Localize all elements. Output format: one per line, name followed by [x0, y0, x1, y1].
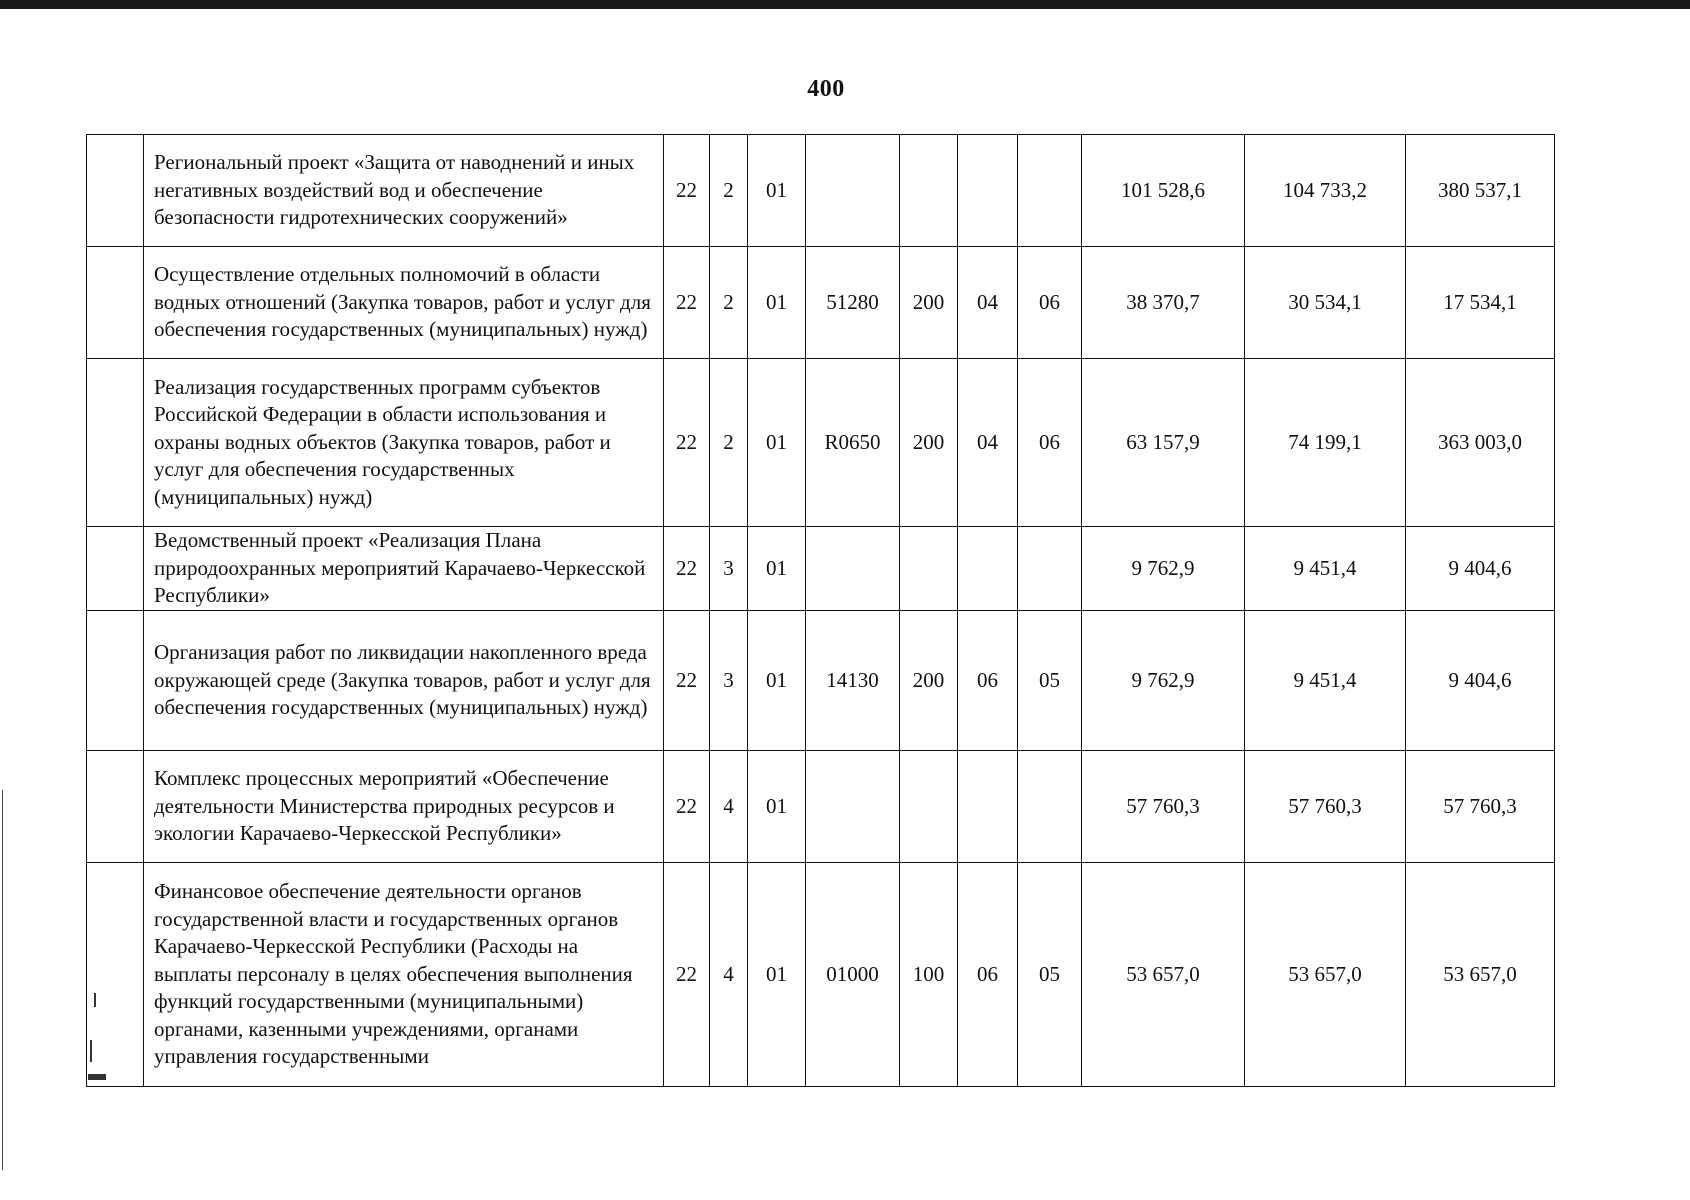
section-cell: 06: [958, 863, 1018, 1087]
code-cell-3: 01: [748, 751, 806, 863]
target-article-cell: R0650: [806, 359, 900, 527]
section-cell: 04: [958, 247, 1018, 359]
item-name-cell: Финансовое обеспечение деятельности органов государственной власти и государственных органов Карачаево-Черкесской Республики (Расходы на выплаты персоналу в целях обеспечения выполнения функций государственными (муниципальными) органами, казенными учреждениями, органами управления государственными: [144, 863, 664, 1087]
amount-cell-1: 9 762,9: [1082, 611, 1245, 751]
table-row: [87, 359, 1555, 527]
item-name-cell: Региональный проект «Защита от наводнений и иных негативных воздействий вод и обеспечение безопасности гидротехнических сооружений»: [144, 135, 664, 247]
amount-cell-3: 57 760,3: [1406, 751, 1555, 863]
table-row: [87, 611, 1555, 751]
code-cell-1: 22: [664, 863, 710, 1087]
code-cell-1: 22: [664, 527, 710, 611]
target-article-cell: 51280: [806, 247, 900, 359]
code-cell-2: 2: [710, 359, 748, 527]
amount-cell-2: 53 657,0: [1245, 863, 1406, 1087]
amount-cell-3: 53 657,0: [1406, 863, 1555, 1087]
amount-cell-3: 363 003,0: [1406, 359, 1555, 527]
code-cell-1: 22: [664, 359, 710, 527]
amount-cell-2: 9 451,4: [1245, 611, 1406, 751]
amount-cell-1: 57 760,3: [1082, 751, 1245, 863]
row-number-cell: [87, 863, 144, 1087]
amount-cell-2: 30 534,1: [1245, 247, 1406, 359]
amount-cell-2: 74 199,1: [1245, 359, 1406, 527]
table-row: [87, 863, 1555, 1087]
table-row: [87, 247, 1555, 359]
code-cell-1: 22: [664, 611, 710, 751]
subsection-cell: 06: [1018, 247, 1082, 359]
section-cell: 06: [958, 611, 1018, 751]
code-cell-3: 01: [748, 359, 806, 527]
row-number-cell: [87, 359, 144, 527]
amount-cell-1: 63 157,9: [1082, 359, 1245, 527]
expense-type-cell: 200: [900, 247, 958, 359]
amount-cell-2: 9 451,4: [1245, 527, 1406, 611]
code-cell-1: 22: [664, 247, 710, 359]
scan-speck: [94, 993, 96, 1007]
code-cell-2: 4: [710, 863, 748, 1087]
code-cell-3: 01: [748, 247, 806, 359]
code-cell-2: 2: [710, 247, 748, 359]
page-number: 400: [807, 76, 845, 102]
row-number-cell: [87, 527, 144, 611]
amount-cell-1: 101 528,6: [1082, 135, 1245, 247]
target-article-cell: 01000: [806, 863, 900, 1087]
amount-cell-1: 9 762,9: [1082, 527, 1245, 611]
code-cell-3: 01: [748, 527, 806, 611]
code-cell-1: 22: [664, 751, 710, 863]
section-cell: [958, 135, 1018, 247]
code-cell-2: 2: [710, 135, 748, 247]
amount-cell-3: 9 404,6: [1406, 527, 1555, 611]
section-cell: [958, 751, 1018, 863]
subsection-cell: 05: [1018, 863, 1082, 1087]
code-cell-1: 22: [664, 135, 710, 247]
budget-allocation-table: [86, 134, 1555, 1087]
item-name-cell: Комплекс процессных мероприятий «Обеспечение деятельности Министерства природных ресурсов и экологии Карачаево-Черкесской Республики»: [144, 751, 664, 863]
code-cell-3: 01: [748, 135, 806, 247]
scan-speck: [90, 1040, 92, 1062]
item-name-cell: Реализация государственных программ субъектов Российской Федерации в области использования и охраны водных объектов (Закупка товаров, работ и услуг для обеспечения государственных (муниципальных) нужд): [144, 359, 664, 527]
item-name-cell: Организация работ по ликвидации накопленного вреда окружающей среде (Закупка товаров, работ и услуг для обеспечения государственных (муниципальных) нужд): [144, 611, 664, 751]
amount-cell-2: 104 733,2: [1245, 135, 1406, 247]
table-row: [87, 751, 1555, 863]
subsection-cell: [1018, 751, 1082, 863]
expense-type-cell: 200: [900, 611, 958, 751]
code-cell-3: 01: [748, 611, 806, 751]
item-name-cell: Осуществление отдельных полномочий в области водных отношений (Закупка товаров, работ и услуг для обеспечения государственных (муниципальных) нужд): [144, 247, 664, 359]
row-number-cell: [87, 611, 144, 751]
target-article-cell: 14130: [806, 611, 900, 751]
code-cell-3: 01: [748, 863, 806, 1087]
row-number-cell: [87, 751, 144, 863]
amount-cell-1: 53 657,0: [1082, 863, 1245, 1087]
row-number-cell: [87, 135, 144, 247]
table-row: [87, 527, 1555, 611]
subsection-cell: [1018, 135, 1082, 247]
row-number-cell: [87, 247, 144, 359]
scan-speck: [88, 1074, 106, 1080]
subsection-cell: [1018, 527, 1082, 611]
table-row: [87, 135, 1555, 247]
scan-left-edge: [2, 790, 3, 1170]
subsection-cell: 06: [1018, 359, 1082, 527]
section-cell: 04: [958, 359, 1018, 527]
target-article-cell: [806, 751, 900, 863]
item-name-cell: Ведомственный проект «Реализация Плана природоохранных мероприятий Карачаево-Черкесской Республики»: [144, 527, 664, 611]
code-cell-2: 3: [710, 527, 748, 611]
amount-cell-2: 57 760,3: [1245, 751, 1406, 863]
expense-type-cell: 100: [900, 863, 958, 1087]
scan-top-edge: [0, 0, 1690, 9]
expense-type-cell: [900, 527, 958, 611]
expense-type-cell: [900, 135, 958, 247]
expense-type-cell: 200: [900, 359, 958, 527]
amount-cell-3: 17 534,1: [1406, 247, 1555, 359]
code-cell-2: 4: [710, 751, 748, 863]
amount-cell-3: 9 404,6: [1406, 611, 1555, 751]
amount-cell-3: 380 537,1: [1406, 135, 1555, 247]
code-cell-2: 3: [710, 611, 748, 751]
target-article-cell: [806, 527, 900, 611]
amount-cell-1: 38 370,7: [1082, 247, 1245, 359]
section-cell: [958, 527, 1018, 611]
subsection-cell: 05: [1018, 611, 1082, 751]
target-article-cell: [806, 135, 900, 247]
expense-type-cell: [900, 751, 958, 863]
